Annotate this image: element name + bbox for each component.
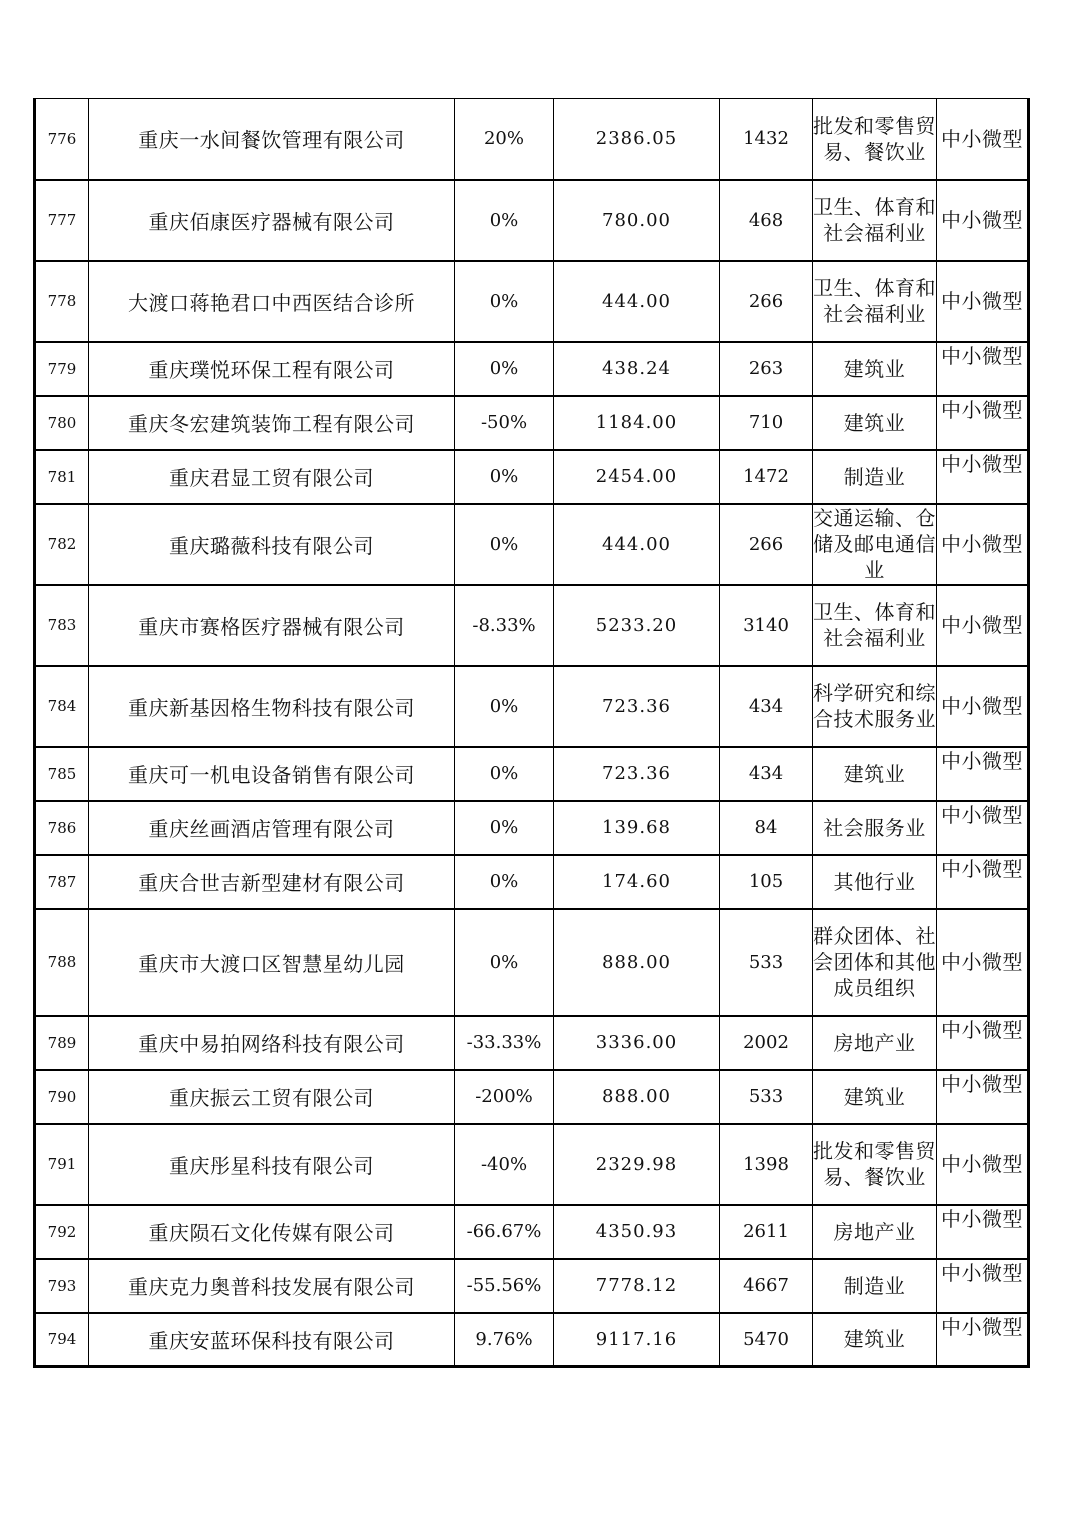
table-row bbox=[35, 1205, 1029, 1259]
enterprise-type: 中小微型 bbox=[937, 1205, 1029, 1259]
enterprise-type: 中小微型 bbox=[937, 909, 1029, 1016]
change-rate: 9.76% bbox=[455, 1313, 554, 1367]
industry: 房地产业 bbox=[813, 1205, 937, 1259]
count: 263 bbox=[720, 342, 813, 396]
company-name: 重庆安蓝环保科技有限公司 bbox=[89, 1313, 455, 1367]
row-number: 780 bbox=[35, 396, 89, 450]
count: 468 bbox=[720, 180, 813, 261]
company-name: 重庆可一机电设备销售有限公司 bbox=[89, 747, 455, 801]
count: 266 bbox=[720, 261, 813, 342]
table-row bbox=[35, 1016, 1029, 1070]
company-name: 重庆彤星科技有限公司 bbox=[89, 1124, 455, 1205]
row-number: 779 bbox=[35, 342, 89, 396]
enterprise-type: 中小微型 bbox=[937, 747, 1029, 801]
industry: 建筑业 bbox=[813, 396, 937, 450]
company-name: 重庆中易拍网络科技有限公司 bbox=[89, 1016, 455, 1070]
row-number: 792 bbox=[35, 1205, 89, 1259]
industry: 社会服务业 bbox=[813, 801, 937, 855]
row-number: 778 bbox=[35, 261, 89, 342]
amount: 2454.00 bbox=[554, 450, 720, 504]
count: 434 bbox=[720, 666, 813, 747]
company-name: 重庆合世吉新型建材有限公司 bbox=[89, 855, 455, 909]
amount: 723.36 bbox=[554, 747, 720, 801]
amount: 888.00 bbox=[554, 1070, 720, 1124]
row-number: 793 bbox=[35, 1259, 89, 1313]
amount: 4350.93 bbox=[554, 1205, 720, 1259]
industry: 房地产业 bbox=[813, 1016, 937, 1070]
amount: 174.60 bbox=[554, 855, 720, 909]
count: 434 bbox=[720, 747, 813, 801]
enterprise-type: 中小微型 bbox=[937, 585, 1029, 666]
table-row bbox=[35, 1259, 1029, 1313]
change-rate: 0% bbox=[455, 261, 554, 342]
company-name: 重庆陨石文化传媒有限公司 bbox=[89, 1205, 455, 1259]
industry: 建筑业 bbox=[813, 342, 937, 396]
company-name: 重庆璐薇科技有限公司 bbox=[89, 504, 455, 585]
table-row bbox=[35, 666, 1029, 747]
table-row bbox=[35, 261, 1029, 342]
count: 266 bbox=[720, 504, 813, 585]
count: 5470 bbox=[720, 1313, 813, 1367]
change-rate: -55.56% bbox=[455, 1259, 554, 1313]
company-name: 重庆新基因格生物科技有限公司 bbox=[89, 666, 455, 747]
change-rate: -40% bbox=[455, 1124, 554, 1205]
enterprise-type: 中小微型 bbox=[937, 342, 1029, 396]
company-name: 重庆冬宏建筑装饰工程有限公司 bbox=[89, 396, 455, 450]
change-rate: 0% bbox=[455, 747, 554, 801]
change-rate: 0% bbox=[455, 855, 554, 909]
company-name: 重庆丝画酒店管理有限公司 bbox=[89, 801, 455, 855]
industry: 建筑业 bbox=[813, 747, 937, 801]
row-number: 784 bbox=[35, 666, 89, 747]
count: 533 bbox=[720, 909, 813, 1016]
industry: 卫生、体育和社会福利业 bbox=[813, 585, 937, 666]
enterprise-type: 中小微型 bbox=[937, 1070, 1029, 1124]
company-name: 重庆一水间餐饮管理有限公司 bbox=[89, 99, 455, 180]
amount: 139.68 bbox=[554, 801, 720, 855]
company-name: 重庆佰康医疗器械有限公司 bbox=[89, 180, 455, 261]
count: 710 bbox=[720, 396, 813, 450]
change-rate: -66.67% bbox=[455, 1205, 554, 1259]
enterprise-type: 中小微型 bbox=[937, 1313, 1029, 1367]
enterprise-type: 中小微型 bbox=[937, 666, 1029, 747]
company-name: 重庆市赛格医疗器械有限公司 bbox=[89, 585, 455, 666]
count: 84 bbox=[720, 801, 813, 855]
amount: 2329.98 bbox=[554, 1124, 720, 1205]
enterprise-type: 中小微型 bbox=[937, 261, 1029, 342]
table-row bbox=[35, 909, 1029, 1016]
row-number: 790 bbox=[35, 1070, 89, 1124]
table-row bbox=[35, 180, 1029, 261]
industry: 批发和零售贸易、餐饮业 bbox=[813, 1124, 937, 1205]
industry: 建筑业 bbox=[813, 1070, 937, 1124]
count: 4667 bbox=[720, 1259, 813, 1313]
enterprise-type: 中小微型 bbox=[937, 180, 1029, 261]
row-number: 785 bbox=[35, 747, 89, 801]
industry: 制造业 bbox=[813, 1259, 937, 1313]
industry: 建筑业 bbox=[813, 1313, 937, 1367]
row-number: 782 bbox=[35, 504, 89, 585]
enterprise-type: 中小微型 bbox=[937, 99, 1029, 180]
table-row bbox=[35, 342, 1029, 396]
amount: 2386.05 bbox=[554, 99, 720, 180]
company-name: 重庆君显工贸有限公司 bbox=[89, 450, 455, 504]
amount: 438.24 bbox=[554, 342, 720, 396]
industry: 交通运输、仓储及邮电通信业 bbox=[813, 504, 937, 585]
change-rate: 0% bbox=[455, 342, 554, 396]
table-row bbox=[35, 585, 1029, 666]
industry: 制造业 bbox=[813, 450, 937, 504]
enterprise-table bbox=[33, 98, 1030, 1368]
enterprise-type: 中小微型 bbox=[937, 396, 1029, 450]
table-row bbox=[35, 1070, 1029, 1124]
row-number: 788 bbox=[35, 909, 89, 1016]
enterprise-type: 中小微型 bbox=[937, 1124, 1029, 1205]
change-rate: -200% bbox=[455, 1070, 554, 1124]
amount: 5233.20 bbox=[554, 585, 720, 666]
company-name: 重庆振云工贸有限公司 bbox=[89, 1070, 455, 1124]
company-name: 重庆克力奥普科技发展有限公司 bbox=[89, 1259, 455, 1313]
amount: 780.00 bbox=[554, 180, 720, 261]
count: 3140 bbox=[720, 585, 813, 666]
industry: 其他行业 bbox=[813, 855, 937, 909]
row-number: 789 bbox=[35, 1016, 89, 1070]
amount: 444.00 bbox=[554, 261, 720, 342]
change-rate: 0% bbox=[455, 450, 554, 504]
amount: 7778.12 bbox=[554, 1259, 720, 1313]
table-row bbox=[35, 747, 1029, 801]
amount: 444.00 bbox=[554, 504, 720, 585]
enterprise-type: 中小微型 bbox=[937, 1259, 1029, 1313]
industry: 科学研究和综合技术服务业 bbox=[813, 666, 937, 747]
amount: 723.36 bbox=[554, 666, 720, 747]
industry: 卫生、体育和社会福利业 bbox=[813, 180, 937, 261]
table-row bbox=[35, 1124, 1029, 1205]
company-name: 大渡口蒋艳君口中西医结合诊所 bbox=[89, 261, 455, 342]
change-rate: 20% bbox=[455, 99, 554, 180]
count: 1432 bbox=[720, 99, 813, 180]
count: 533 bbox=[720, 1070, 813, 1124]
row-number: 786 bbox=[35, 801, 89, 855]
table-row bbox=[35, 1313, 1029, 1367]
industry: 群众团体、社会团体和其他成员组织 bbox=[813, 909, 937, 1016]
company-name: 重庆璞悦环保工程有限公司 bbox=[89, 342, 455, 396]
row-number: 783 bbox=[35, 585, 89, 666]
row-number: 791 bbox=[35, 1124, 89, 1205]
count: 2002 bbox=[720, 1016, 813, 1070]
change-rate: -33.33% bbox=[455, 1016, 554, 1070]
industry: 批发和零售贸易、餐饮业 bbox=[813, 99, 937, 180]
row-number: 787 bbox=[35, 855, 89, 909]
amount: 1184.00 bbox=[554, 396, 720, 450]
amount: 9117.16 bbox=[554, 1313, 720, 1367]
row-number: 794 bbox=[35, 1313, 89, 1367]
change-rate: 0% bbox=[455, 909, 554, 1016]
table-row bbox=[35, 99, 1029, 180]
table-row bbox=[35, 855, 1029, 909]
count: 1472 bbox=[720, 450, 813, 504]
change-rate: 0% bbox=[455, 801, 554, 855]
enterprise-type: 中小微型 bbox=[937, 1016, 1029, 1070]
row-number: 776 bbox=[35, 99, 89, 180]
row-number: 781 bbox=[35, 450, 89, 504]
count: 1398 bbox=[720, 1124, 813, 1205]
count: 105 bbox=[720, 855, 813, 909]
table-row bbox=[35, 450, 1029, 504]
enterprise-type: 中小微型 bbox=[937, 855, 1029, 909]
amount: 888.00 bbox=[554, 909, 720, 1016]
change-rate: -50% bbox=[455, 396, 554, 450]
company-name: 重庆市大渡口区智慧星幼儿园 bbox=[89, 909, 455, 1016]
table-row bbox=[35, 396, 1029, 450]
change-rate: 0% bbox=[455, 666, 554, 747]
enterprise-type: 中小微型 bbox=[937, 450, 1029, 504]
table-row bbox=[35, 504, 1029, 585]
table-row bbox=[35, 801, 1029, 855]
enterprise-type: 中小微型 bbox=[937, 801, 1029, 855]
change-rate: -8.33% bbox=[455, 585, 554, 666]
change-rate: 0% bbox=[455, 504, 554, 585]
change-rate: 0% bbox=[455, 180, 554, 261]
industry: 卫生、体育和社会福利业 bbox=[813, 261, 937, 342]
count: 2611 bbox=[720, 1205, 813, 1259]
enterprise-type: 中小微型 bbox=[937, 504, 1029, 585]
row-number: 777 bbox=[35, 180, 89, 261]
amount: 3336.00 bbox=[554, 1016, 720, 1070]
